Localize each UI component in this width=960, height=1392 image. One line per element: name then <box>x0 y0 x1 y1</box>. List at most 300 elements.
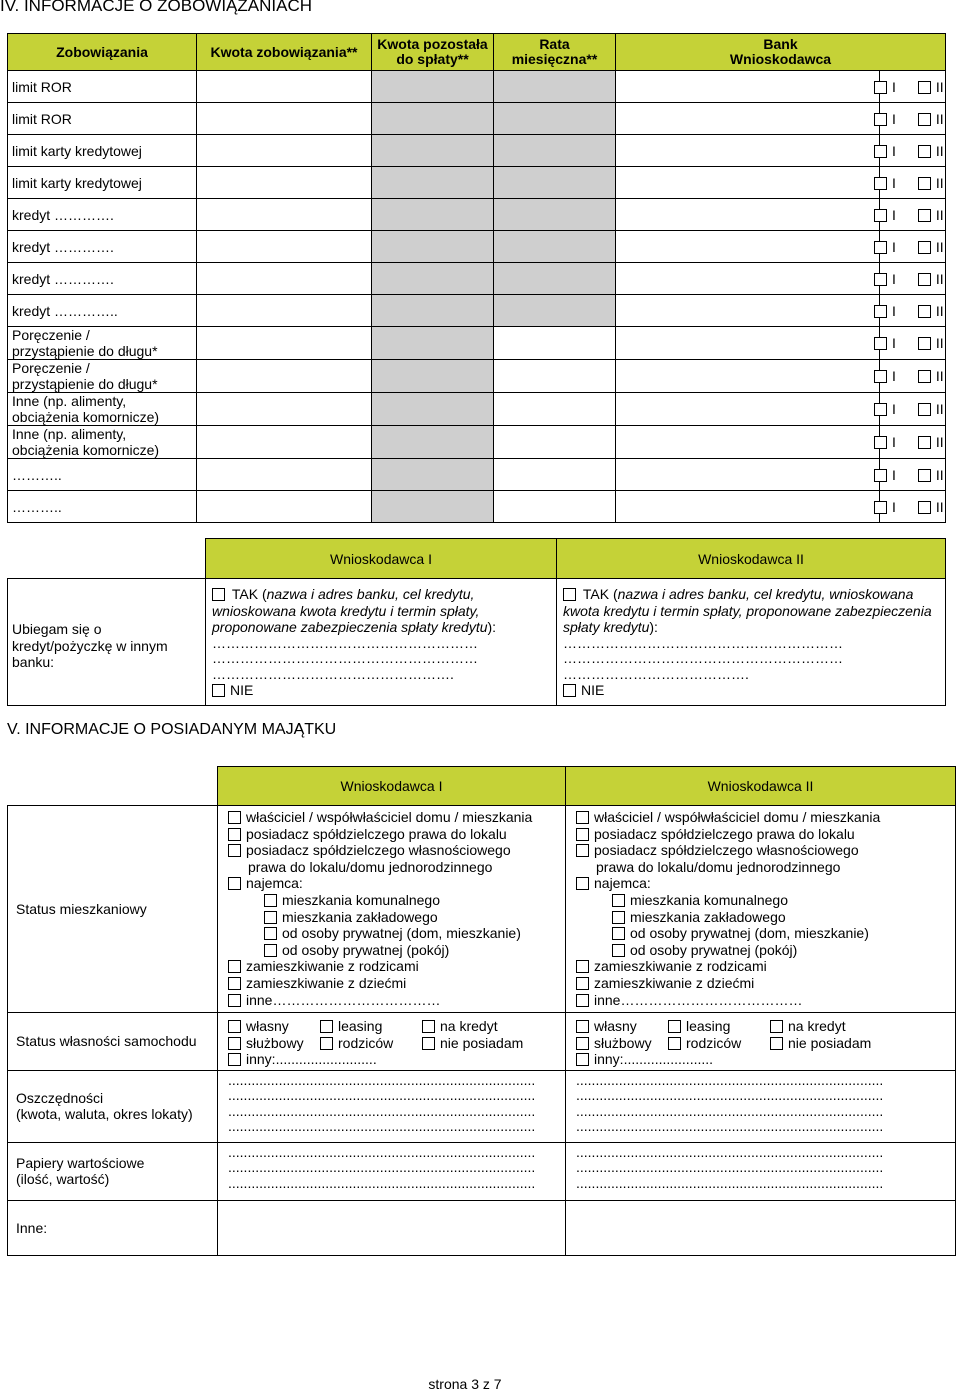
nie-option-wn1 <box>212 682 550 699</box>
checkbox[interactable] <box>264 944 277 957</box>
applicant-i-label: I <box>892 434 896 450</box>
obligation-type-line2: obciążenia komornicze) <box>12 409 160 425</box>
checkbox-applicant-ii[interactable] <box>918 403 931 416</box>
dots-line[interactable]: ............................................................................... <box>576 1103 884 1119</box>
wnioskodawca-cell <box>880 71 946 103</box>
applicant-options <box>874 207 944 223</box>
bank-cell[interactable] <box>616 393 880 426</box>
wnioskodawca-cell <box>880 263 946 295</box>
header-rata <box>494 34 616 71</box>
nie-option-wn2 <box>563 682 939 699</box>
checkbox[interactable] <box>612 944 625 957</box>
checkbox-applicant-i[interactable] <box>874 273 887 286</box>
checkbox[interactable] <box>228 994 241 1007</box>
tenant-company <box>576 909 949 926</box>
car-row-2 <box>576 1035 949 1052</box>
checkbox[interactable] <box>576 1053 589 1066</box>
obligation-type-line2: przystąpienie do długu* <box>12 343 158 359</box>
obligations-table <box>7 33 946 523</box>
header-wnioskodawca: Wnioskodawca <box>729 51 832 67</box>
dots-line[interactable]: …………………………………………………… <box>563 651 843 666</box>
obligation-row <box>8 491 946 523</box>
obligation-type <box>8 231 197 263</box>
checkbox[interactable] <box>770 1037 783 1050</box>
bank-cell[interactable] <box>616 231 880 263</box>
car-other <box>228 1051 559 1068</box>
checkbox[interactable] <box>422 1020 435 1033</box>
rata-cell[interactable] <box>494 426 616 459</box>
option-label: zamieszkiwanie z rodzicami <box>594 958 767 975</box>
checkbox[interactable] <box>576 811 589 824</box>
obligation-row <box>8 393 946 426</box>
checkbox[interactable] <box>228 844 241 857</box>
rata-cell[interactable] <box>494 103 616 135</box>
obligation-type-line1: kredyt …………. <box>12 270 114 287</box>
applicant-options <box>874 434 944 450</box>
checkbox[interactable] <box>320 1020 333 1033</box>
option-label: mieszkania zakładowego <box>630 908 786 925</box>
obligation-type-line1: limit ROR <box>12 110 72 127</box>
dots-line[interactable]: ………………………………………………… <box>212 651 478 666</box>
housing-with-children <box>576 975 949 992</box>
car-own <box>576 1018 668 1035</box>
applicant-i-label: I <box>892 270 896 287</box>
other-bank-loan-table <box>7 538 946 706</box>
checkbox[interactable] <box>320 1037 333 1050</box>
applicant-options <box>874 499 944 515</box>
checkbox-applicant-i[interactable] <box>874 81 887 94</box>
option-label: służbowy <box>246 1034 304 1051</box>
wnioskodawca-cell <box>880 360 946 393</box>
oszczednosci-line1: Oszczędności <box>16 1090 104 1107</box>
dots-line[interactable]: ............................................................................... <box>228 1144 536 1160</box>
applicant-ii-label: II <box>935 434 944 450</box>
dots-line[interactable]: ............................................................................... <box>228 1103 536 1119</box>
checkbox-applicant-ii[interactable] <box>918 370 931 383</box>
option-label: właściciel / współwłaściciel domu / mieszkania <box>594 809 881 825</box>
dots-line[interactable]: ............................................................................... <box>576 1175 884 1191</box>
applicant-i-label: I <box>892 401 896 417</box>
obligation-type <box>8 199 197 231</box>
rata-cell[interactable] <box>494 231 616 263</box>
checkbox[interactable] <box>228 1053 241 1066</box>
applicant-ii-label: II <box>935 498 944 515</box>
rata-cell[interactable] <box>494 459 616 491</box>
car-leasing <box>668 1018 770 1035</box>
applicant-ii-label: II <box>935 206 944 223</box>
tak-italic-wn1: nazwa i adres banku, cel kredytu, wnioskowana kwota kredytu i termin spłaty, proponowane zabezpieczenia spłaty kredytu <box>212 586 488 635</box>
car-leasing <box>320 1018 422 1035</box>
dots-line[interactable]: ............................................................................... <box>576 1088 884 1104</box>
checkbox[interactable] <box>612 911 625 924</box>
option-label: właściciel / współwłaściciel domu / mieszkania <box>246 809 533 825</box>
assets-header-wn2: Wnioskodawca II <box>566 767 956 806</box>
option-label: leasing <box>338 1018 383 1034</box>
bank-cell[interactable] <box>616 459 880 491</box>
pozostala-cell[interactable] <box>372 327 494 360</box>
dots-line[interactable]: ............................................................................... <box>576 1144 884 1160</box>
obligation-type <box>8 71 197 103</box>
checkbox-applicant-ii[interactable] <box>918 305 931 318</box>
section-5-title: V. INFORMACJE O POSIADANYM MAJĄTKU <box>7 721 337 738</box>
housing-coop-ownership <box>576 842 949 859</box>
applicant-i-label: I <box>892 498 896 515</box>
housing-coop <box>228 826 559 843</box>
checkbox-applicant-i[interactable] <box>874 145 887 158</box>
rata-cell[interactable] <box>494 393 616 426</box>
checkbox[interactable] <box>228 977 241 990</box>
pozostala-cell[interactable] <box>372 199 494 231</box>
checkbox-applicant-i[interactable] <box>874 337 887 350</box>
housing-wn2 <box>566 806 956 1013</box>
pozostala-cell[interactable] <box>372 135 494 167</box>
kwota-cell[interactable] <box>197 71 372 103</box>
nie-checkbox-wn1[interactable] <box>212 684 225 697</box>
bank-cell[interactable] <box>616 491 880 523</box>
car-row-1 <box>576 1018 949 1035</box>
dots-line[interactable]: …………………………………. <box>563 666 749 682</box>
option-label: mieszkania komunalnego <box>630 891 788 908</box>
dots-line[interactable]: …………………………………………………… <box>563 635 843 651</box>
checkbox[interactable] <box>612 894 625 907</box>
checkbox[interactable] <box>576 1037 589 1050</box>
borrowing-header-wn1: Wnioskodawca I <box>206 539 557 579</box>
header-kwota: Kwota zobowiązania** <box>197 34 372 71</box>
obligation-type-line1: limit ROR <box>12 78 72 95</box>
tak-checkbox-wn2[interactable] <box>563 588 576 601</box>
obligation-type-line1: limit karty kredytowej <box>12 142 142 159</box>
option-label: inne………………………………… <box>594 991 803 1008</box>
option-label: inny:.......................... <box>246 1051 377 1068</box>
rata-cell[interactable] <box>494 491 616 523</box>
dots-line[interactable]: ............................................................................... <box>228 1175 536 1191</box>
dots-line[interactable]: ............................................................................... <box>576 1160 884 1176</box>
tak-checkbox-wn1[interactable] <box>212 588 225 601</box>
bank-cell[interactable] <box>616 360 880 393</box>
obligation-row <box>8 263 946 295</box>
page-footer: strona 3 z 7 <box>428 1376 502 1392</box>
tak-suffix-wn1: ): <box>487 619 497 635</box>
kwota-cell[interactable] <box>197 263 372 295</box>
checkbox-applicant-i[interactable] <box>874 113 887 126</box>
rata-cell[interactable] <box>494 360 616 393</box>
option-label: własny <box>594 1018 637 1034</box>
pozostala-cell[interactable] <box>372 71 494 103</box>
applicant-i-label: I <box>892 142 896 159</box>
obligation-type <box>8 426 197 459</box>
tenant-private-house <box>576 925 949 942</box>
car-company <box>228 1035 320 1052</box>
papiery-line1: Papiery wartościowe <box>16 1155 145 1172</box>
bank-cell[interactable] <box>616 199 880 231</box>
checkbox[interactable] <box>264 894 277 907</box>
kwota-cell[interactable] <box>197 426 372 459</box>
kwota-cell[interactable] <box>197 135 372 167</box>
checkbox[interactable] <box>228 960 241 973</box>
applicant-i-label: I <box>892 238 896 255</box>
checkbox[interactable] <box>576 877 589 890</box>
checkbox-applicant-ii[interactable] <box>918 241 931 254</box>
tak-option-wn1 <box>212 586 550 636</box>
checkbox[interactable] <box>576 960 589 973</box>
oszczednosci-line2: (kwota, waluta, okres lokaty) <box>16 1106 193 1123</box>
rata-cell[interactable] <box>494 135 616 167</box>
applicant-i-label: I <box>892 466 896 483</box>
tak-option-wn2 <box>563 586 939 636</box>
applicant-options <box>874 368 944 384</box>
obligation-type <box>8 459 197 491</box>
kwota-cell[interactable] <box>197 491 372 523</box>
borrowing-wn2-cell <box>557 579 946 706</box>
inne-label: Inne: <box>8 1200 218 1255</box>
kwota-cell[interactable] <box>197 295 372 327</box>
obligation-type <box>8 263 197 295</box>
checkbox-applicant-ii[interactable] <box>918 436 931 449</box>
checkbox-applicant-i[interactable] <box>874 370 887 383</box>
obligation-type-line1: ……….. <box>12 498 62 515</box>
car-parents <box>320 1035 422 1052</box>
obligation-type-line1: limit karty kredytowej <box>12 174 142 191</box>
checkbox[interactable] <box>576 828 589 841</box>
status-mieszkaniowy-label: Status mieszkaniowy <box>8 806 218 1013</box>
pozostala-cell[interactable] <box>372 295 494 327</box>
checkbox[interactable] <box>668 1037 681 1050</box>
pozostala-cell[interactable] <box>372 103 494 135</box>
bank-cell[interactable] <box>616 327 880 360</box>
dots-line[interactable]: ............................................................................... <box>228 1088 536 1104</box>
obligation-row <box>8 360 946 393</box>
option-label: od osoby prywatnej (pokój) <box>630 941 798 958</box>
obligation-type-line2: obciążenia komornicze) <box>12 442 160 458</box>
pozostala-cell[interactable] <box>372 263 494 295</box>
bank-cell[interactable] <box>616 263 880 295</box>
car-row-1 <box>228 1018 559 1035</box>
rata-cell[interactable] <box>494 327 616 360</box>
securities-wn2 <box>566 1142 956 1200</box>
applicant-ii-label: II <box>935 270 944 287</box>
option-label: inne……………………………… <box>246 991 441 1008</box>
obligation-type <box>8 327 197 360</box>
checkbox[interactable] <box>228 877 241 890</box>
pozostala-cell[interactable] <box>372 393 494 426</box>
kwota-cell[interactable] <box>197 103 372 135</box>
checkbox-applicant-ii[interactable] <box>918 337 931 350</box>
option-label: od osoby prywatnej (pokój) <box>282 941 450 958</box>
obligation-row <box>8 199 946 231</box>
housing-coop-ownership-cont: prawa do lokalu/domu jednorodzinnego <box>596 858 841 875</box>
obligation-type-line1: Poręczenie / <box>12 360 90 376</box>
option-label: rodziców <box>338 1034 394 1051</box>
checkbox-applicant-ii[interactable] <box>918 113 931 126</box>
kwota-cell[interactable] <box>197 327 372 360</box>
applicant-ii-label: II <box>935 302 944 319</box>
checkbox[interactable] <box>576 994 589 1007</box>
housing-with-children <box>228 975 559 992</box>
bank-cell[interactable] <box>616 426 880 459</box>
obligation-type <box>8 393 197 426</box>
checkbox-applicant-ii[interactable] <box>918 81 931 94</box>
obligation-type-line1: kredyt …………. <box>12 206 114 223</box>
checkbox-applicant-ii[interactable] <box>918 501 931 514</box>
checkbox[interactable] <box>264 927 277 940</box>
checkbox-applicant-ii[interactable] <box>918 177 931 190</box>
rata-cell[interactable] <box>494 199 616 231</box>
nie-label-wn2: NIE <box>581 682 605 698</box>
applicant-ii-label: II <box>935 466 944 483</box>
pozostala-cell[interactable] <box>372 459 494 491</box>
tenant-company <box>228 909 559 926</box>
header-zobowiazania: Zobowiązania <box>8 34 197 71</box>
kwota-cell[interactable] <box>197 167 372 199</box>
housing-other <box>576 992 949 1009</box>
applicant-i-label: I <box>892 335 896 351</box>
obligation-row <box>8 426 946 459</box>
applicant-ii-label: II <box>935 110 944 127</box>
checkbox-applicant-ii[interactable] <box>918 469 931 482</box>
tenant-private-room <box>228 942 559 959</box>
option-label: nie posiadam <box>440 1034 524 1051</box>
header-rata-line1: Rata <box>539 36 570 52</box>
other-assets-wn2[interactable] <box>566 1200 956 1255</box>
option-label: na kredyt <box>440 1018 498 1034</box>
other-assets-wn1[interactable] <box>218 1200 566 1255</box>
nie-checkbox-wn2[interactable] <box>563 684 576 697</box>
dots-line[interactable]: ............................................................................... <box>576 1119 884 1135</box>
applicant-options <box>874 111 944 127</box>
status-samochodu-label: Status własności samochodu <box>8 1013 218 1071</box>
pozostala-cell[interactable] <box>372 426 494 459</box>
pozostala-cell[interactable] <box>372 231 494 263</box>
dots-line[interactable]: ……………………………………………. <box>212 666 454 682</box>
borrowing-wn1-cell <box>206 579 557 706</box>
dots-line[interactable]: ............................................................................... <box>228 1119 536 1135</box>
applicant-options <box>874 143 944 159</box>
tenant-municipal <box>228 892 559 909</box>
applicant-options <box>874 335 944 351</box>
checkbox[interactable] <box>576 1020 589 1033</box>
wnioskodawca-cell <box>880 393 946 426</box>
wnioskodawca-cell <box>880 295 946 327</box>
obligation-row <box>8 295 946 327</box>
wnioskodawca-cell <box>880 459 946 491</box>
checkbox-applicant-ii[interactable] <box>918 273 931 286</box>
checkbox[interactable] <box>228 828 241 841</box>
car-none <box>422 1035 523 1051</box>
wnioskodawca-cell <box>880 231 946 263</box>
checkbox[interactable] <box>422 1037 435 1050</box>
option-label: mieszkania zakładowego <box>282 908 438 925</box>
bank-cell[interactable] <box>616 135 880 167</box>
dots-line[interactable]: ............................................................................... <box>576 1072 884 1088</box>
option-label: od osoby prywatnej (dom, mieszkanie) <box>630 925 869 942</box>
car-row-2 <box>228 1035 559 1052</box>
option-label: najemca: <box>246 875 303 892</box>
kwota-cell[interactable] <box>197 231 372 263</box>
obligation-type <box>8 295 197 327</box>
housing-wn1 <box>218 806 566 1013</box>
option-label: mieszkania komunalnego <box>282 891 440 908</box>
checkbox[interactable] <box>576 844 589 857</box>
applicant-options <box>874 401 944 417</box>
checkbox-applicant-i[interactable] <box>874 403 887 416</box>
checkbox-applicant-i[interactable] <box>874 501 887 514</box>
checkbox-applicant-i[interactable] <box>874 241 887 254</box>
obligation-type-line1: Poręczenie / <box>12 327 90 343</box>
tenant-private-room <box>576 942 949 959</box>
obligation-row <box>8 135 946 167</box>
bank-cell[interactable] <box>616 167 880 199</box>
wnioskodawca-cell <box>880 103 946 135</box>
option-label: od osoby prywatnej (dom, mieszkanie) <box>282 925 521 942</box>
rata-cell[interactable] <box>494 295 616 327</box>
oszczednosci-label <box>8 1070 218 1142</box>
dots-line[interactable]: ………………………………………………… <box>212 635 478 651</box>
kwota-cell[interactable] <box>197 393 372 426</box>
wnioskodawca-cell <box>880 167 946 199</box>
checkbox[interactable] <box>770 1020 783 1033</box>
applicant-ii-label: II <box>935 174 944 191</box>
rata-cell[interactable] <box>494 71 616 103</box>
checkbox[interactable] <box>668 1020 681 1033</box>
option-label: posiadacz spółdzielczego prawa do lokalu <box>594 825 855 842</box>
checkbox-applicant-i[interactable] <box>874 436 887 449</box>
checkbox-applicant-i[interactable] <box>874 209 887 222</box>
checkbox[interactable] <box>228 811 241 824</box>
pozostala-cell[interactable] <box>372 491 494 523</box>
option-label: posiadacz spółdzielczego własnościowego <box>594 842 859 859</box>
header-bank-wnioskodawca <box>616 34 946 71</box>
car-own <box>228 1018 320 1035</box>
rata-cell[interactable] <box>494 167 616 199</box>
pozostala-cell[interactable] <box>372 167 494 199</box>
checkbox-applicant-i[interactable] <box>874 305 887 318</box>
dots-line[interactable]: ............................................................................... <box>228 1160 536 1176</box>
checkbox[interactable] <box>228 1020 241 1033</box>
applicant-options <box>874 175 944 191</box>
option-label: na kredyt <box>788 1018 846 1034</box>
dots-line[interactable]: ............................................................................... <box>228 1072 536 1088</box>
checkbox[interactable] <box>612 927 625 940</box>
papiery-label <box>8 1142 218 1200</box>
assets-table <box>7 766 956 1256</box>
bank-cell[interactable] <box>616 71 880 103</box>
checkbox[interactable] <box>228 1037 241 1050</box>
checkbox-applicant-ii[interactable] <box>918 209 931 222</box>
checkbox-applicant-i[interactable] <box>874 177 887 190</box>
borrowing-header-wn2: Wnioskodawca II <box>557 539 946 579</box>
bank-cell[interactable] <box>616 103 880 135</box>
applicant-options <box>874 303 944 319</box>
kwota-cell[interactable] <box>197 459 372 491</box>
checkbox-applicant-i[interactable] <box>874 469 887 482</box>
housing-tenant <box>576 875 949 892</box>
applicant-options <box>874 467 944 483</box>
wnioskodawca-cell <box>880 491 946 523</box>
checkbox-applicant-ii[interactable] <box>918 145 931 158</box>
kwota-cell[interactable] <box>197 360 372 393</box>
option-label: posiadacz spółdzielczego prawa do lokalu <box>246 825 507 842</box>
wnioskodawca-cell <box>880 199 946 231</box>
pozostala-cell[interactable] <box>372 360 494 393</box>
kwota-cell[interactable] <box>197 199 372 231</box>
housing-with-parents <box>576 958 949 975</box>
rata-cell[interactable] <box>494 263 616 295</box>
option-label: posiadacz spółdzielczego własnościowego <box>246 842 511 859</box>
bank-cell[interactable] <box>616 295 880 327</box>
checkbox[interactable] <box>264 911 277 924</box>
checkbox[interactable] <box>576 977 589 990</box>
obligation-type <box>8 135 197 167</box>
